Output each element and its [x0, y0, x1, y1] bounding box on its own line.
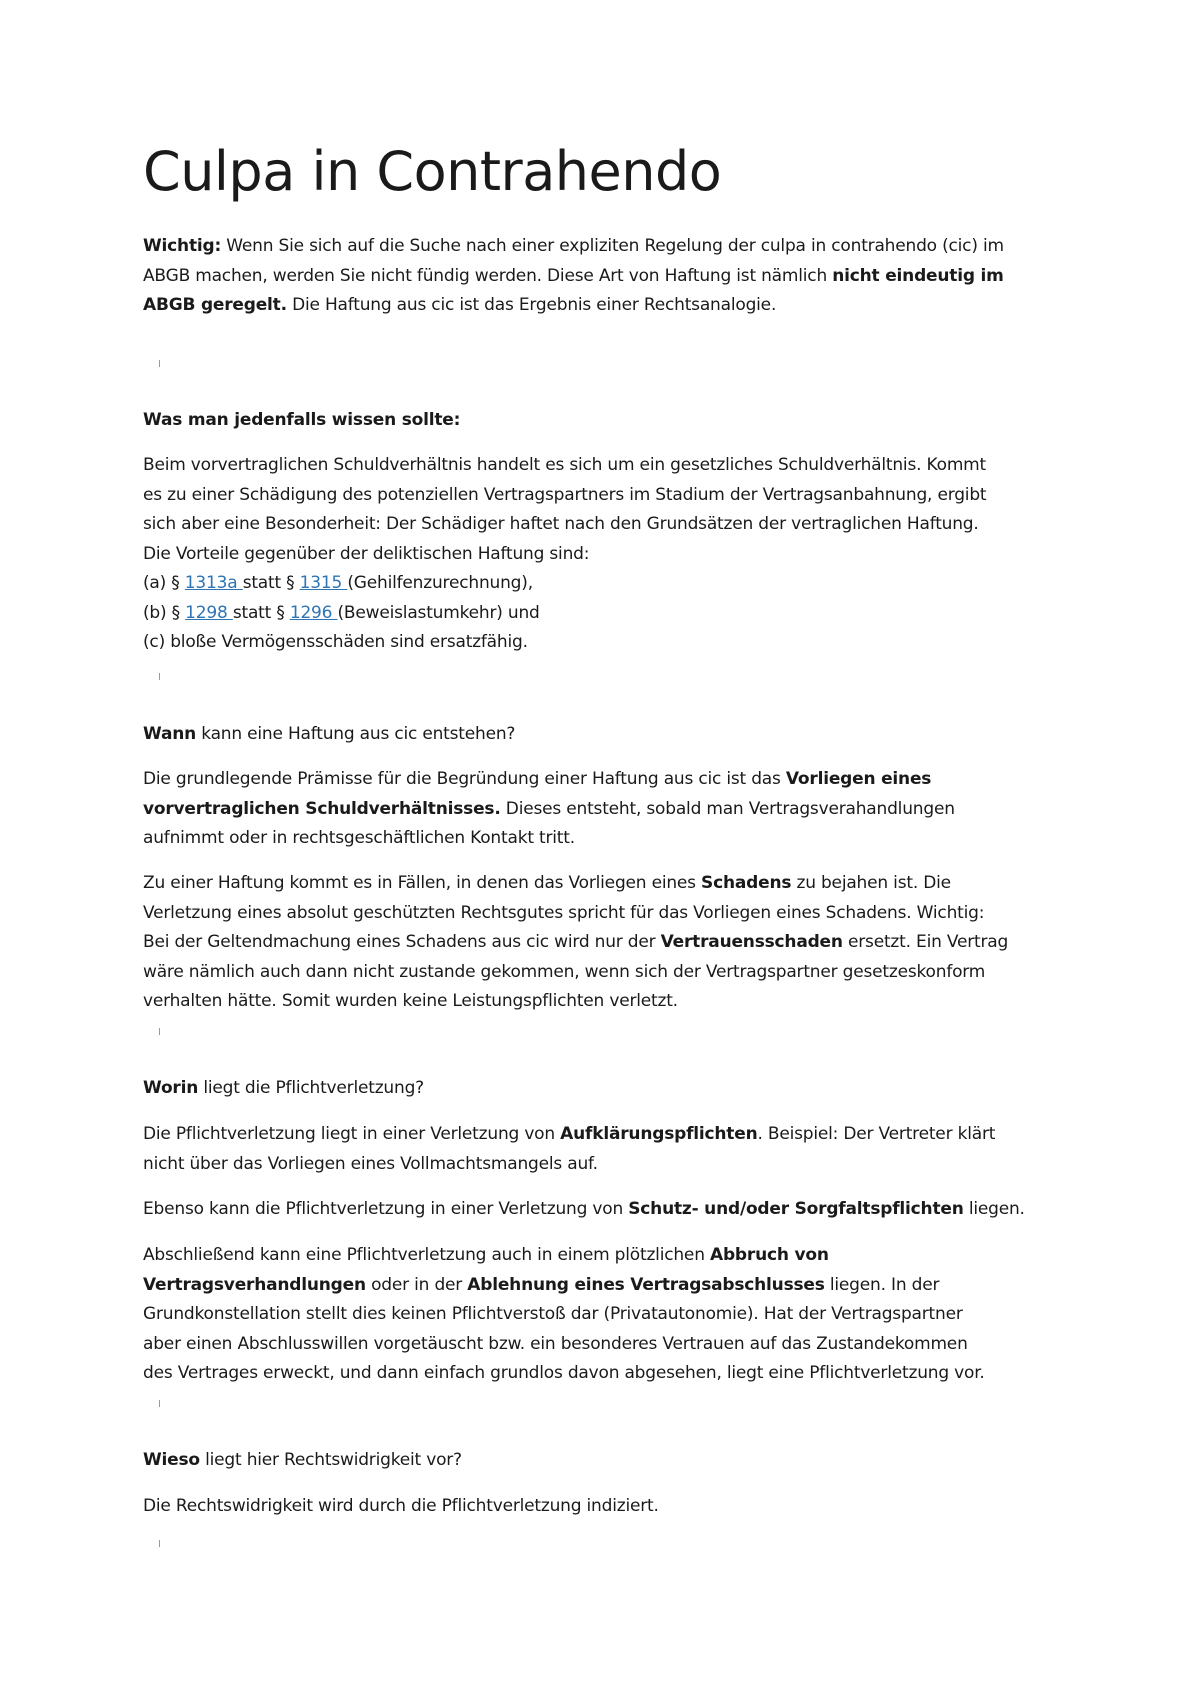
paragraph-marker — [159, 1400, 160, 1407]
section3-paragraph-3: Abschließend kann eine Pflichtverletzung auch in einem plötzlichen Abbruch von Vertragsverhandlungen oder in der Ablehnung eines Vertragsabschlusses liegen. In der Grundkonstellation stellt dies keinen Pflichtverstoß dar (Privatautonomie). Hat der Vertragspartner aber einen Abschlusswillen vorgetäuscht bzw. ein besonderes Vertrauen auf das Zustandekommen des Vertrages erweckt, und dann einfach grundlos davon abgesehen, liegt eine Pflichtverletzung vor. — [143, 1245, 985, 1383]
list-item-b: (b) § 1298 statt § 1296 (Beweislastumkehr) und — [143, 602, 540, 623]
paragraph-marker — [159, 1028, 160, 1035]
section2-paragraph-1: Die grundlegende Prämisse für die Begründung einer Haftung aus cic ist das Vorliegen eines vorvertraglichen Schuldverhältnisses. Dieses entsteht, sobald man Vertragsverahandlungen aufnimmt oder in rechtsgeschäftlichen Kontakt tritt. — [143, 769, 955, 848]
document-title: Culpa in Contrahendo — [143, 140, 722, 203]
intro-line-1: Wichtig: Wenn Sie sich auf die Suche nach einer expliziten Regelung der culpa in contrahendo (cic) im — [143, 236, 1004, 256]
law-link-1313a[interactable]: 1313a — [184, 573, 243, 593]
section3-paragraph-1: Die Pflichtverletzung liegt in einer Verletzung von Aufklärungspflichten. Beispiel: Der Vertreter klärt nicht über das Vorliegen eines Vollmachtsmangels auf. — [143, 1124, 996, 1174]
law-link-1315[interactable]: 1315 — [299, 573, 348, 593]
list-item-c: (c) bloße Vermögensschäden sind ersatzfähig. — [143, 632, 528, 652]
paragraph-marker — [159, 360, 160, 367]
section2-paragraph-2: Zu einer Haftung kommt es in Fällen, in denen das Vorliegen eines Schadens zu bejahen ist. Die Verletzung eines absolut geschützten Rechtsgutes spricht für das Vorliegen eines Schadens. Wichtig: Bei der Geltendmachung eines Schadens aus cic wird nur der Vertrauensschaden ersetzt. Ein Vertrag wäre nämlich auch dann nicht zustande gekommen, wenn sich der Vertragspartner gesetzeskonform verhalten hätte. Somit wurden keine Leistungspflichten verletzt. — [143, 873, 1009, 1011]
intro-line-2: ABGB machen, werden Sie nicht fündig werden. Diese Art von Haftung ist nämlich nicht eindeutig im — [143, 265, 1004, 286]
section-heading-wann: Wann kann eine Haftung aus cic entstehen? — [143, 724, 516, 744]
law-link-1298[interactable]: 1298 — [185, 602, 233, 623]
section-heading-wieso: Wieso liegt hier Rechtswidrigkeit vor? — [143, 1450, 462, 1470]
section-heading-wissen: Was man jedenfalls wissen sollte: — [143, 410, 461, 430]
section3-paragraph-2: Ebenso kann die Pflichtverletzung in einer Verletzung von Schutz- und/oder Sorgfaltspflichten liegen. — [143, 1199, 1025, 1219]
list-item-a: (a) § 1313a statt § 1315 (Gehilfenzurechnung), — [143, 573, 533, 593]
section1-paragraph: Beim vorvertraglichen Schuldverhältnis handelt es sich um ein gesetzliches Schuldverhältnis. Kommt es zu einer Schädigung des potenziellen Vertragspartners im Stadium der Vertragsanbahnung, ergibt sich aber eine Besonderheit: Der Schädiger haftet nach den Grundsätzen der vertraglichen Haftung. Die Vorteile gegenüber der deliktischen Haftung sind: (a) § 1313a statt § 1315 (Gehilfenzurechnung), (b) § 1298 statt § 1296 (Beweislastumkehr) und (c) bloße Vermögensschäden sind ersatzfähig. — [143, 451, 1083, 658]
intro-paragraph — [143, 232, 1083, 321]
intro-lead: Wichtig: — [143, 236, 222, 256]
law-link-1296[interactable]: 1296 — [289, 602, 338, 623]
section4-paragraph: Die Rechtswidrigkeit wird durch die Pflichtverletzung indiziert. — [143, 1496, 659, 1516]
section-heading-worin: Worin liegt die Pflichtverletzung? — [143, 1078, 424, 1098]
paragraph-marker — [159, 673, 160, 680]
intro-line-3: ABGB geregelt. Die Haftung aus cic ist das Ergebnis einer Rechtsanalogie. — [143, 295, 777, 315]
paragraph-marker — [159, 1540, 160, 1547]
